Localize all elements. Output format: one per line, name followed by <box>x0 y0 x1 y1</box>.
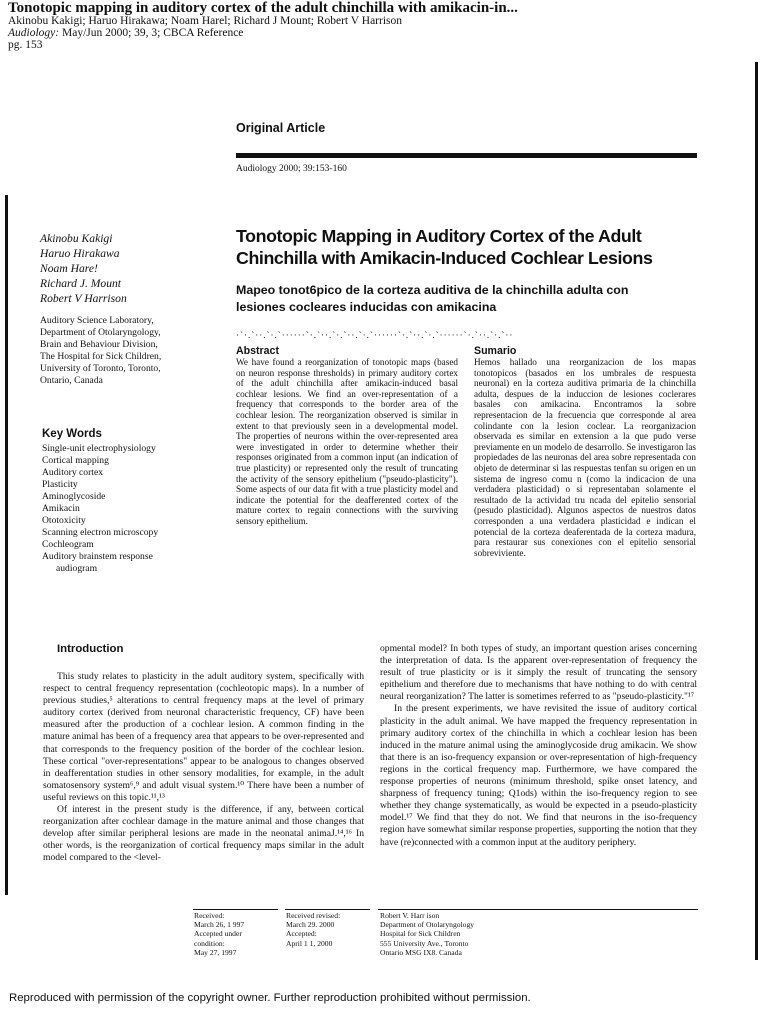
revised-line: April 1 1, 2000 <box>286 938 333 948</box>
document-header-journal <box>8 27 243 39</box>
author-name: Haruo Hirakawa <box>40 247 120 260</box>
received-line: March 26, 1 997 <box>194 920 245 930</box>
correspondence-address <box>380 911 474 957</box>
article-title-spanish: Mapeo tonot6pico de la corteza auditiva de la chinchilla adulta con lesiones cocleares inducidas con amikacina <box>236 283 629 314</box>
received-line: Accepted under <box>194 929 242 939</box>
keyword-item: Ototoxicity <box>42 515 86 526</box>
received-line: May 27, 1997 <box>194 947 237 957</box>
article-title: Tonotopic Mapping in Auditory Cortex of the Adult Chinchilla with Amikacin-Induced Cochlear Lesions <box>236 226 653 268</box>
received-line: Received: <box>194 911 225 920</box>
section-label: Original Article <box>236 121 326 135</box>
keyword-item: audiogram <box>56 563 98 574</box>
author-name: Akinobu Kakigi <box>40 232 113 245</box>
correspondence-line: Robert V. Harr ison <box>380 911 440 920</box>
decorative-dots: ·`·.`··.`·.`······`·.`··.`·.`··.`·.`······`·.`··.`·.`······`·.`··.`·.`·· <box>236 330 514 340</box>
abstract-heading: Abstract <box>236 345 279 357</box>
keyword-item: Aminoglycoside <box>42 491 106 502</box>
correspondence-rule <box>378 909 698 910</box>
sumario-heading: Sumario <box>474 345 517 357</box>
affiliation-line: Ontario, Canada <box>40 375 103 386</box>
revised-line: Received revised: <box>286 911 341 920</box>
affiliation <box>40 315 161 387</box>
affiliation-line: University of Toronto, Toronto, <box>40 363 161 374</box>
body-paragraph: Of interest in the present study is the difference, if any, between cortical reorganization after cochlear damage in the mature animal and those changes that develop after similar peripheral lesions are made in the neonatal animaJ.¹⁴,¹⁶ In other words, is the reorganization of cortical frequency maps similar in the adult model compared to the <level- <box>43 804 364 864</box>
introduction-right-column <box>380 643 697 849</box>
scan-right-border <box>755 62 758 960</box>
correspondence-line: Ontario MSG IX8. Canada <box>380 947 462 957</box>
author-name: Richard J. Mount <box>40 277 122 290</box>
citation: Audiology 2000; 39:153-160 <box>236 164 347 174</box>
keywords-list <box>42 443 158 575</box>
keyword-item: Auditory cortex <box>42 467 104 478</box>
abstract-text: We have found a reorganization of tonotopic maps (based on neuron response thresholds) in primary auditory cortex of the adult chinchilla after amikacin-induced basal cochlear lesions. We find an over-representation of a frequency that corresponds to the border area of the cochlear lesion. The reorganization observed is similar in extent to that previously seen in a developmental model. The properties of neurons within the over-represented area were investigated in order to determine whether their responses originated from a common input (an indication of true plasticity) or represented only the result of truncating the activity of the sensory epithelium ("pseudo-plasticity"). Some aspects of our data fit with a true plasticity model and indicate the potential for the deafferented cortex of the mature cortex to regain connections with the surviving sensory epithelium. <box>236 357 458 526</box>
received-dates <box>194 911 244 957</box>
keyword-item: Amikacin <box>42 503 80 514</box>
body-paragraph: opmental model? In both types of study, an important question arises concerning the interpretation of data. Is the apparent over-representation of frequency the result of true plasticity or is it simply the result of truncating the sensory epithelium and therefore due to mechanisms that have nothing to do with central neural reorganization? The latter is sometimes referred to as "pseudo-plasticity."¹⁷ <box>380 643 697 703</box>
body-paragraph: This study relates to plasticity in the adult auditory system, specifically with respect to central frequency representation (cochleotopic maps). In a number of previous studies,⁵ alterations to central frequency maps at the level of primary auditory cortex (derived from neuronal characteristic frequency, CF) have been measured after the production of a cochlear lesion. A common finding in the mature animal has been of a frequency area that appears to be over-represented and that corresponds to the frequency position of the border of the cochlear lesion. These cortical "over-representations" appear to be analogous to changes observed in deafferentation studies in other sensory modalities, for example, in the adult somatosensory system⁶,⁹ and adult visual system.¹⁰ There have been a number of useful reviews on this topic.¹¹,¹³ <box>43 671 364 803</box>
author-list <box>40 231 127 306</box>
copyright-notice: Reproduced with permission of the copyright owner. Further reproduction prohibited without permission. <box>9 992 531 1004</box>
keyword-item: Cochleogram <box>42 539 94 550</box>
received-rule <box>193 909 278 910</box>
author-name: Noam Hare! <box>40 262 98 275</box>
author-name: Robert V Harrison <box>40 292 127 305</box>
revised-line: Accepted: <box>286 929 317 939</box>
section-rule <box>236 153 697 158</box>
affiliation-line: Department of Otolaryngology, <box>40 327 161 338</box>
keyword-item: Plasticity <box>42 479 78 490</box>
document-header-title: Tonotopic mapping in auditory cortex of the adult chinchilla with amikacin-in... <box>8 0 518 16</box>
revised-rule <box>285 909 370 910</box>
received-line: condition: <box>194 938 225 948</box>
scan-left-border <box>5 195 8 895</box>
affiliation-line: Auditory Science Laboratory, <box>40 315 154 326</box>
correspondence-line: Department of Otolaryngology <box>380 920 475 930</box>
keyword-item: Cortical mapping <box>42 455 109 466</box>
keyword-item: Single-unit electrophysiology <box>42 443 156 454</box>
keyword-item: Auditory brainstem response <box>42 551 153 562</box>
correspondence-line: 555 University Ave., Toronto <box>380 938 469 948</box>
affiliation-line: Brain and Behaviour Division, <box>40 339 158 350</box>
journal-label: Audiology: <box>8 27 60 39</box>
introduction-heading: Introduction <box>57 643 124 655</box>
sumario-text: Hemos hallado una reorganizacion de los mapas tonotopicos (basados en los umbrales de respuesta neuronal) en la corteza auditiva primaria de la chinchilla adulta, despues de la induccion de lesiones coclerares basales con amikacina. Encontramos la sobre representacion de la frecuencia que corresponde al area colindante con la lesion coclear. La reorganizacion observada es similar en extension a la que pudo verse previamente en un modelo de desarrollo. Se investigaron las propiedades de las neuronas del area sobre representada con objeto de determinar si las respuestas tenfan su origen en un sistema de ingreso comu n (como la indicacion de una verdadera plasticidad) o si representaban solamente el resultado de la actividad tru ncada del epitelio sensorial (pesudo plasticidad). Algunos aspectos de nuestros datos corresponden a una verdadera plasticidad e indican el potencial de la corteza deaferentada de la corteza madura, para restaurar sus conexiones con el epitelio sensorial sobreviviente. <box>474 357 696 558</box>
body-paragraph: In the present experiments, we have revisited the issue of auditory cortical plasticity in the adult animal. We have mapped the frequency representation in primary auditory cortex of the chinchilla in which a cochlear lesion has been induced in the mature animal using the aminoglycoside drug amikacin. We show that there is an iso-frequency expansion or over-representation of high-frequency regions in the cortical frequency map. Furthermore, we have compared the response properties of neurons (minimum threshold, spike onset latency, and sharpness of frequency tuning; Q1ods) within the iso-frequency region to see whether they change systematically, as would be expected in a pseudo-plasticity model.¹⁷ We find that they do not. We find that neurons in the iso-frequency region have somewhat similar response properties, supporting the notion that they have (re)connected with a common input at the auditory periphery. <box>380 703 697 848</box>
document-header-authors: Akinobu Kakigi; Haruo Hirakawa; Noam Harel; Richard J Mount; Robert V Harrison <box>8 15 403 27</box>
keywords-heading: Key Words <box>42 428 102 440</box>
introduction-left-column <box>43 671 364 865</box>
journal-info: May/Jun 2000; 39, 3; CBCA Reference <box>59 27 244 39</box>
correspondence-line: Hospital for Sick Children <box>380 929 461 939</box>
document-header-page: pg. 153 <box>8 39 43 51</box>
keyword-item: Scanning electron microscopy <box>42 527 159 538</box>
revised-dates <box>286 911 340 948</box>
affiliation-line: The Hospital for Sick Children, <box>40 351 162 362</box>
revised-line: March 29. 2000 <box>286 920 335 930</box>
